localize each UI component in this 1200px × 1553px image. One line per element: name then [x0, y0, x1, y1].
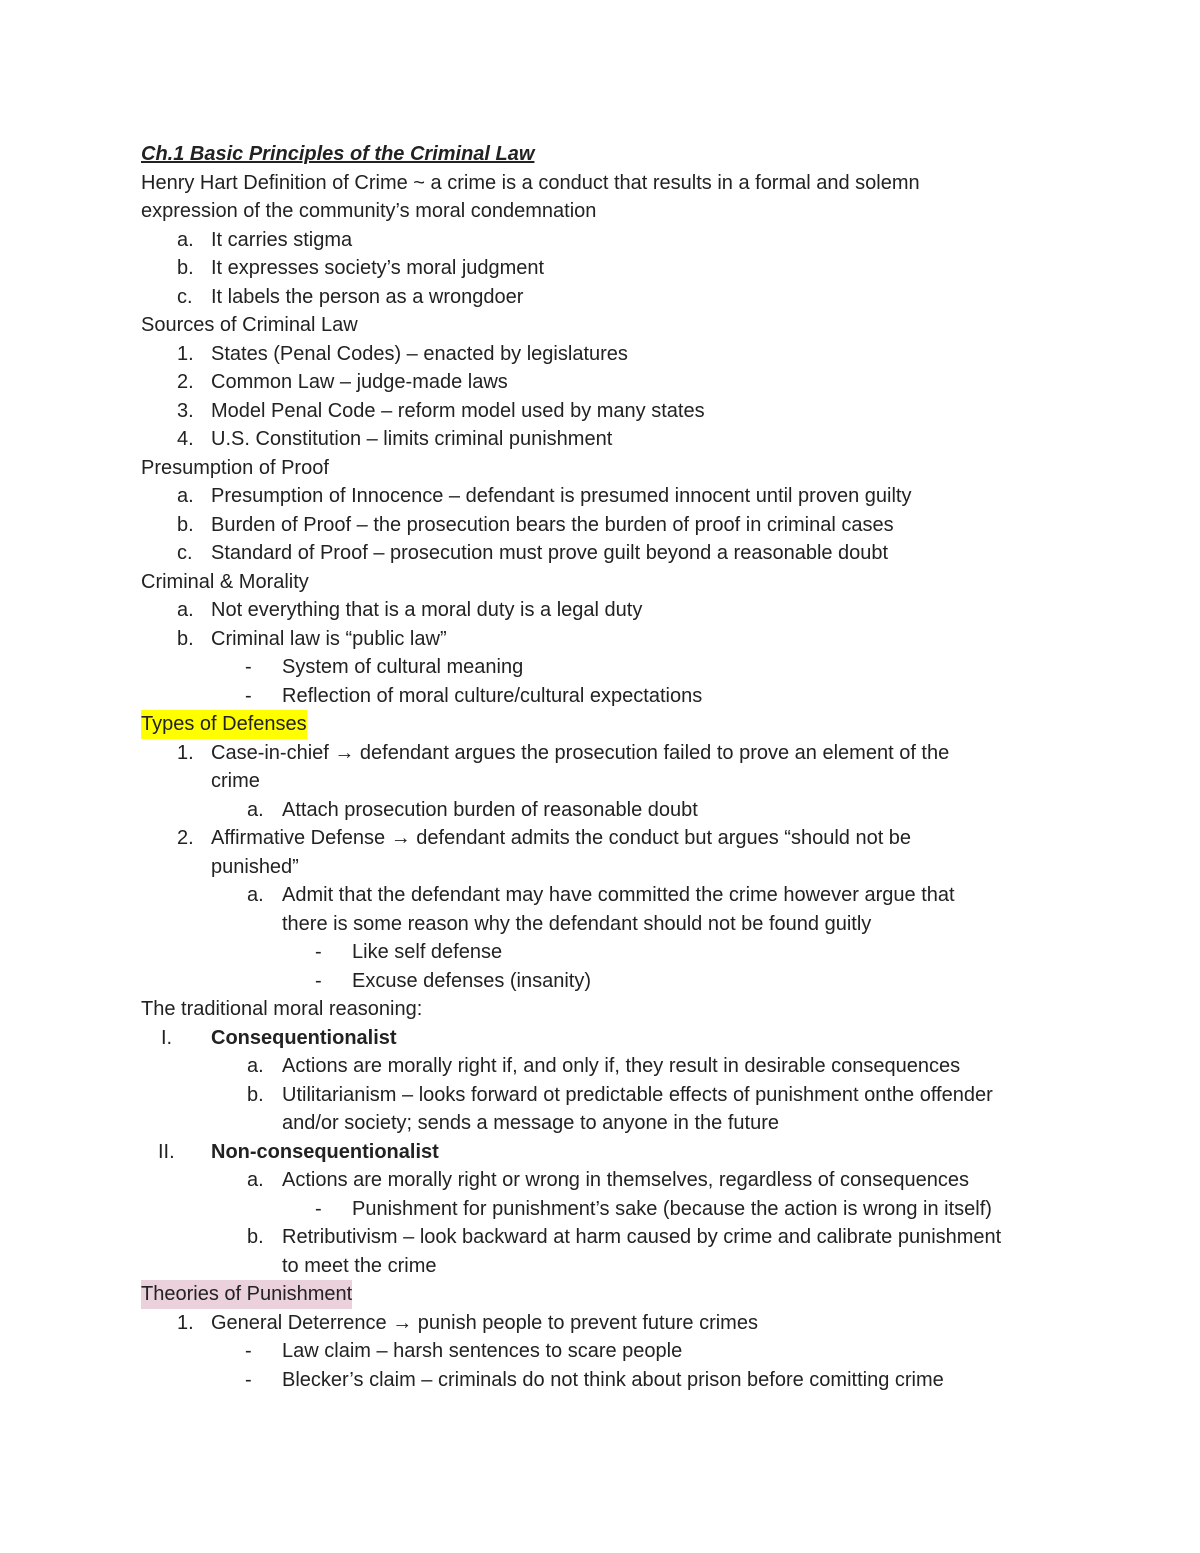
line-text: System of cultural meaning [282, 656, 524, 678]
line-text: Utilitarianism – looks forward ot predictable effects of punishment onthe offender [282, 1083, 993, 1106]
line-text: Actions are morally right or wrong in themselves, regardless of consequences [282, 1169, 969, 1191]
list-marker: - [315, 969, 322, 992]
line-text: U.S. Constitution – limits criminal punishment [211, 428, 613, 450]
document-title-line [141, 140, 1101, 169]
highlighted-heading: Theories of Punishment [141, 1280, 352, 1309]
line-text: Model Penal Code – reform model used by many states [211, 399, 705, 422]
line-text: Sources of Criminal Law [141, 314, 358, 336]
line-text: crime [211, 770, 260, 792]
line-text: Presumption of Proof [141, 456, 329, 479]
list-marker: a. [247, 1055, 264, 1077]
line-text: Common Law – judge-made laws [211, 371, 508, 393]
highlighted-heading: Types of Defenses [141, 710, 307, 739]
list-marker: a. [177, 599, 194, 621]
list-marker: - [315, 941, 322, 963]
document-line [141, 254, 1101, 283]
list-marker: c. [177, 542, 193, 564]
document-line [141, 226, 1101, 255]
line-text: expression of the community’s moral condemnation [141, 200, 597, 222]
document-line [141, 682, 1101, 711]
list-marker: a. [177, 228, 194, 251]
document-line [141, 1252, 1101, 1281]
list-marker: II. [158, 1140, 175, 1163]
line-text: Burden of Proof – the prosecution bears the burden of proof in criminal cases [211, 513, 894, 536]
line-text: Like self defense [352, 941, 503, 963]
document-line [141, 1024, 1101, 1053]
list-marker: a. [177, 485, 194, 507]
line-text: Blecker’s claim – criminals do not think about prison before comitting crime [282, 1368, 944, 1391]
list-marker: I. [161, 1026, 173, 1049]
list-marker: b. [177, 627, 194, 650]
line-text: Consequentionalist [211, 1026, 397, 1049]
document-line [141, 767, 1101, 796]
document-line [141, 1337, 1101, 1366]
list-marker: b. [177, 257, 194, 279]
line-text: Admit that the defendant may have committed the crime however argue that [282, 884, 955, 906]
line-text: Non-consequentionalist [211, 1140, 439, 1163]
list-marker: 1. [177, 1311, 194, 1334]
list-marker: 2. [177, 371, 194, 393]
list-marker: b. [247, 1083, 264, 1106]
document-line [141, 853, 1101, 882]
document-line [141, 368, 1101, 397]
document-line [141, 169, 1101, 198]
line-text: Case-in-chief → defendant argues the prosecution failed to prove an element of the [211, 741, 950, 764]
list-marker: a. [247, 1169, 264, 1191]
line-text: Henry Hart Definition of Crime ~ a crime is a conduct that results in a formal and solemn [141, 171, 920, 194]
document-line [141, 511, 1101, 540]
document-lines [141, 169, 1101, 1395]
document-line [141, 482, 1101, 511]
list-marker: c. [177, 285, 193, 308]
list-marker: 1. [177, 741, 194, 764]
line-text: punished” [211, 855, 299, 878]
line-text: Presumption of Innocence – defendant is presumed innocent until proven guilty [211, 485, 912, 507]
list-marker: 3. [177, 399, 194, 422]
document-line [141, 283, 1101, 312]
document-line [141, 1081, 1101, 1110]
list-marker: a. [247, 798, 264, 821]
document-line [141, 1223, 1101, 1252]
line-text: General Deterrence → punish people to prevent future crimes [211, 1311, 758, 1334]
document-line [141, 1138, 1101, 1167]
document-line [141, 995, 1101, 1024]
document-line [141, 938, 1101, 967]
list-marker: - [245, 1368, 252, 1391]
document-line [141, 625, 1101, 654]
list-marker: - [245, 1340, 252, 1362]
document-line [141, 710, 1101, 739]
document-line [141, 1366, 1101, 1395]
line-text: Retributivism – look backward at harm caused by crime and calibrate punishment [282, 1226, 1002, 1248]
document-line [141, 1052, 1101, 1081]
line-text: The traditional moral reasoning: [141, 998, 423, 1020]
line-text: Punishment for punishment’s sake (because the action is wrong in itself) [352, 1197, 992, 1220]
list-marker: 2. [177, 827, 194, 849]
line-text: Not everything that is a moral duty is a legal duty [211, 599, 643, 621]
line-text: Criminal & Morality [141, 570, 309, 593]
line-text: Law claim – harsh sentences to scare people [282, 1340, 683, 1362]
list-marker: - [245, 656, 252, 678]
line-text: Criminal law is “public law” [211, 627, 447, 650]
document-title: Ch.1 Basic Principles of the Criminal Law [141, 143, 535, 165]
document-line [141, 881, 1101, 910]
line-text: It labels the person as a wrongdoer [211, 285, 524, 308]
line-text: Actions are morally right if, and only if, they result in desirable consequences [282, 1055, 961, 1077]
document-line [141, 967, 1101, 996]
document-line [141, 824, 1101, 853]
list-marker: b. [177, 513, 194, 536]
line-text: It carries stigma [211, 228, 353, 251]
document-line [141, 796, 1101, 825]
list-marker: 1. [177, 342, 194, 365]
document-line [141, 1166, 1101, 1195]
list-marker: 4. [177, 428, 194, 450]
document-body [141, 140, 1101, 1394]
list-marker: b. [247, 1226, 264, 1248]
document-line [141, 1195, 1101, 1224]
document-line [141, 397, 1101, 426]
line-text: Excuse defenses (insanity) [352, 969, 592, 992]
list-marker: - [245, 684, 252, 707]
document-line [141, 425, 1101, 454]
document-line [141, 539, 1101, 568]
document-line [141, 568, 1101, 597]
line-text: there is some reason why the defendant should not be found guitly [282, 912, 872, 935]
line-text: to meet the crime [282, 1254, 437, 1277]
document-line [141, 1280, 1101, 1309]
document-line [141, 1309, 1101, 1338]
document-line [141, 1109, 1101, 1138]
document-line [141, 197, 1101, 226]
list-marker: - [315, 1197, 322, 1220]
document-line [141, 653, 1101, 682]
document-line [141, 910, 1101, 939]
document-line [141, 454, 1101, 483]
document-line [141, 340, 1101, 369]
line-text: and/or society; sends a message to anyone in the future [282, 1112, 779, 1134]
line-text: Standard of Proof – prosecution must prove guilt beyond a reasonable doubt [211, 542, 889, 564]
list-marker: a. [247, 884, 264, 906]
document-line [141, 739, 1101, 768]
line-text: It expresses society’s moral judgment [211, 257, 545, 279]
line-text: Affirmative Defense → defendant admits the conduct but argues “should not be [211, 827, 912, 849]
line-text: States (Penal Codes) – enacted by legislatures [211, 342, 628, 365]
document-line [141, 596, 1101, 625]
line-text: Reflection of moral culture/cultural expectations [282, 684, 703, 707]
line-text: Attach prosecution burden of reasonable doubt [282, 798, 698, 821]
document-line [141, 311, 1101, 340]
